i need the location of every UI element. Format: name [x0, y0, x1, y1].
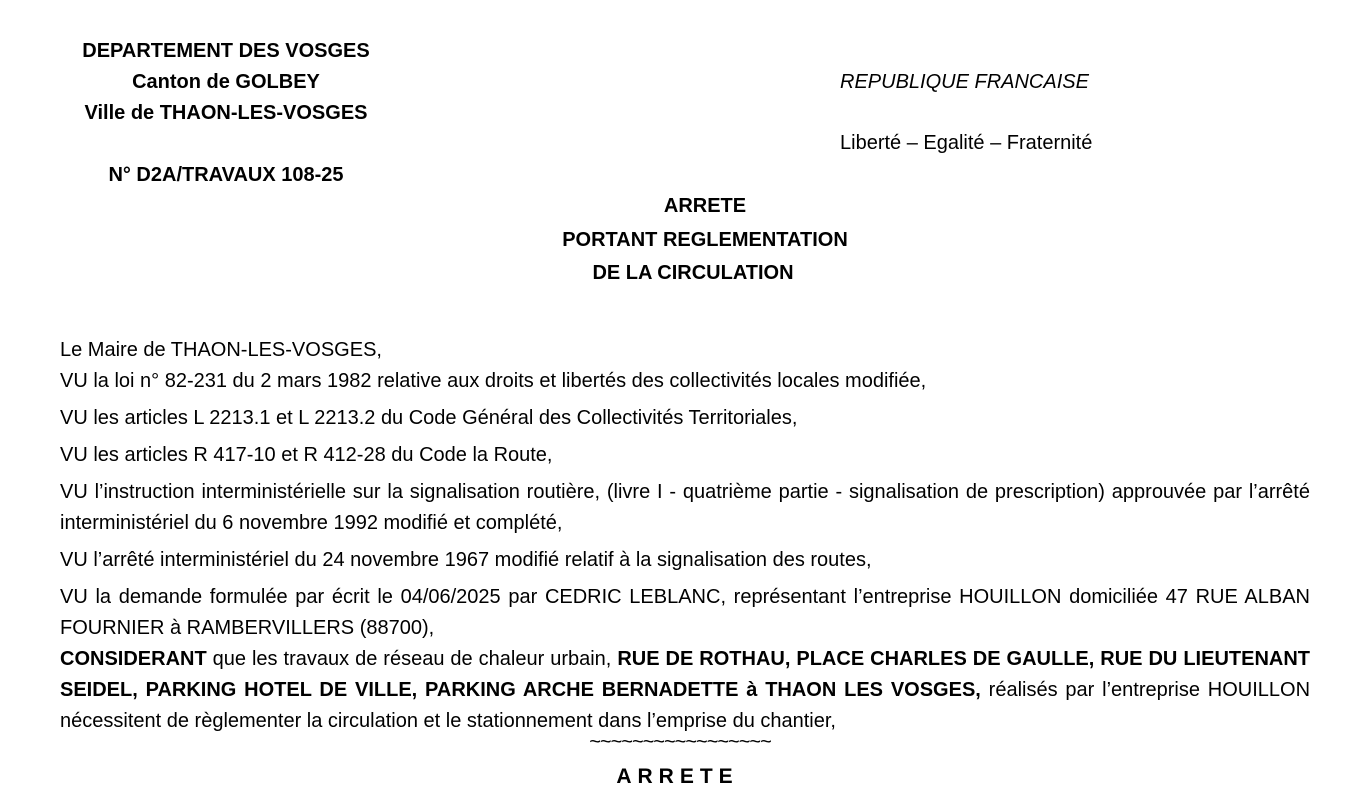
considerant-text-1: que les travaux de réseau de chaleur urbain,: [206, 648, 618, 670]
ville-line: Ville de THAON-LES-VOSGES: [84, 102, 368, 124]
considerant-label: CONSIDERANT: [60, 648, 207, 670]
vu-paragraph-6: VU la demande formulée par écrit le 04/06/2025 par CEDRIC LEBLANC, représentant l’entreprise HOUILLON domiciliée 47 RUE ALBAN FOURNIER à RAMBERVILLERS (88700),: [60, 586, 1310, 639]
considerant-streets: RUE DE ROTHAU, PLACE CHARLES DE GAULLE, RUE DU LIEUTENANT SEIDEL, PARKING HOTEL DE VILLE, PARKING ARCHE BERNADETTE à THAON LES VOSGES,: [60, 648, 1310, 701]
header-left-block: [60, 36, 392, 191]
title-line-2: PORTANT REGLEMENTATION: [562, 228, 848, 251]
departement-line: DEPARTEMENT DES VOSGES: [82, 40, 370, 62]
header-right-block: [840, 67, 1092, 159]
vu-paragraph-1: VU la loi n° 82-231 du 2 mars 1982 relative aux droits et libertés des collectivités locales modifiée,: [60, 370, 927, 392]
devise-line: Liberté – Egalité – Fraternité: [840, 132, 1093, 154]
title-line-1: ARRETE: [663, 195, 747, 217]
vu-paragraph-5: VU l’arrêté interministériel du 24 novembre 1967 modifié relatif à la signalisation des routes,: [60, 549, 872, 571]
reference-number: N° D2A/TRAVAUX 108-25: [108, 164, 344, 186]
vu-paragraph-4: VU l’instruction interministérielle sur la signalisation routière, (livre I - quatrième partie - signalisation de prescription) approuvée par l’arrêté interministériel du 6 novembre 1992 modifié et complété,: [60, 481, 1310, 534]
vu-paragraph-2: VU les articles L 2213.1 et L 2213.2 du Code Général des Collectivités Territoriales,: [60, 407, 798, 429]
separator-line: ~~~~~~~~~~~~~~~~~: [589, 731, 771, 753]
document-body: [60, 335, 1310, 737]
canton-line: Canton de GOLBEY: [132, 71, 320, 93]
title-line-3: DE LA CIRCULATION: [592, 262, 794, 284]
maire-line: Le Maire de THAON-LES-VOSGES,: [60, 339, 382, 361]
document-title: [0, 190, 1355, 291]
considerant-paragraph: [60, 644, 1310, 737]
republique-line: REPUBLIQUE FRANCAISE: [840, 71, 1089, 93]
arrete-heading: ARRETE: [616, 765, 739, 788]
considerant-text-2: réalisés par l’entreprise HOUILLON nécessitent de règlementer la circulation et le stationnement dans l’emprise du chantier,: [60, 679, 1311, 732]
vu-paragraph-3: VU les articles R 417-10 et R 412-28 du Code la Route,: [60, 444, 553, 466]
